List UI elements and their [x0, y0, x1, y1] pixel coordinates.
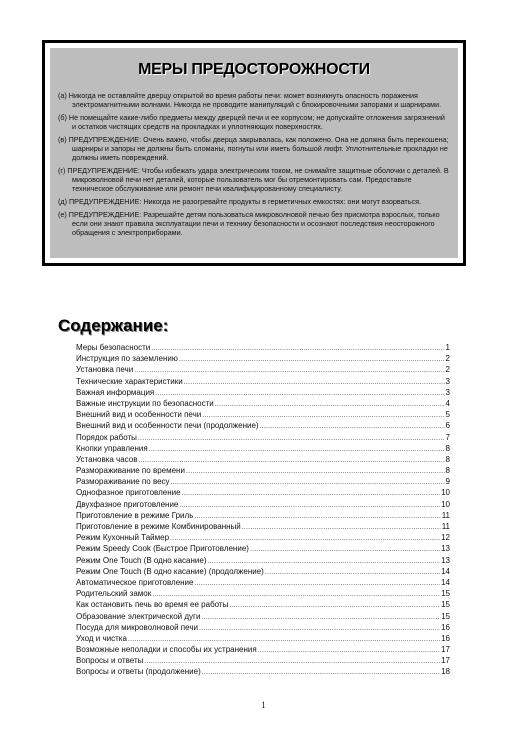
toc-entry-label: Приготовление в режиме Гриль: [76, 510, 194, 520]
toc-entry-label: Приготовление в режиме Комбинированный: [76, 522, 241, 531]
toc-entry-page: 11: [441, 522, 450, 531]
toc-entry: [76, 555, 450, 566]
toc-leader-dots: [242, 522, 441, 533]
toc-entry-page: 18: [441, 667, 450, 677]
toc-leader-dots: [171, 477, 445, 488]
toc-leader-dots: [265, 567, 440, 578]
toc-entry: [76, 443, 450, 454]
safety-item-v: (в) ПРЕДУПРЕЖДЕНИЕ: Очень важно, чтобы дверца закрывалась, как положено. Она не должна быть перекошена; шарниры и запоры не должны быть сломаны, погнуты или иметь большой люфт. Уплотнительные прокладки не должны иметь повреждений.: [58, 135, 449, 162]
toc-entry: [76, 633, 450, 644]
safety-item-a: (а) Никогда не оставляйте дверцу открытой во время работы печи: может возникнуть опасность поражения электромагнитными волнами. Никогда не проводите манипуляций с блокировочными запорами и шарнирами.: [58, 91, 442, 109]
toc-leader-dots: [260, 421, 445, 432]
safety-item-e: (е) ПРЕДУПРЕЖДЕНИЕ: Разрешайте детям пользоваться микроволновой печью без присмотра взрослых, только если они знают правила эксплуатации печи и технику безопасности и осознают последствия неосторожного обращения с электроприборами.: [58, 210, 440, 237]
toc-entry-label: Установка печи: [76, 365, 134, 375]
toc-entry-page: 15: [441, 600, 450, 610]
toc-entry-page: 4: [445, 398, 450, 408]
toc-entry: [76, 353, 450, 364]
toc-entry: [76, 376, 450, 387]
toc-entry: [76, 666, 450, 677]
toc-entry: [76, 611, 450, 622]
toc-entry-page: 8: [445, 466, 450, 476]
toc-entry: [76, 566, 450, 577]
toc-entry: [76, 465, 450, 476]
toc-leader-dots: [138, 433, 445, 444]
toc-entry-label: Автоматическое приготовление: [76, 577, 194, 587]
toc-entry-page: 3: [445, 387, 450, 397]
toc-entry: [76, 454, 450, 465]
toc-entry-page: 7: [445, 432, 450, 442]
safety-warning-panel: [50, 48, 458, 258]
toc-entry-label: Режим One Touch (В одно касание): [76, 555, 207, 565]
toc-entry-page: 10: [441, 488, 450, 498]
toc-entry-page: 1: [445, 343, 450, 352]
toc-entry-label: Инструкция по заземлению: [76, 354, 178, 364]
toc-entry-page: 15: [441, 611, 450, 621]
toc-entry-page: 2: [445, 354, 450, 364]
toc-entry-page: 16: [441, 622, 450, 632]
toc-entry-page: 12: [441, 533, 450, 543]
safety-title: МЕРЫ ПРЕДОСТОРОЖНОСТИ: [138, 61, 370, 78]
toc-entry-page: 10: [441, 499, 450, 509]
toc-entry: [76, 543, 450, 554]
toc-entry: [76, 521, 450, 532]
toc-entry-label: Меры безопасности: [76, 343, 151, 352]
toc-entry: [76, 487, 450, 498]
toc-entry-label: Размораживание по времени: [76, 466, 185, 476]
toc-entry-label: Внешний вид и особенности печи: [76, 410, 202, 420]
toc-entry-label: Технические характеристики: [76, 376, 183, 386]
toc-entry-label: Режим One Touch (В одно касание) (продолжение): [76, 566, 264, 576]
toc-entry: [76, 420, 450, 431]
toc-entry-label: Образование электрической дуги: [76, 611, 201, 621]
toc-entry: [76, 432, 450, 443]
toc-entry-page: 17: [441, 656, 450, 666]
toc-leader-dots: [229, 600, 440, 611]
toc-entry-page: 16: [441, 633, 450, 643]
toc-leader-dots: [202, 667, 440, 678]
table-of-contents: [76, 342, 450, 678]
toc-entry-label: Уход и чистка: [76, 633, 127, 643]
toc-leader-dots: [182, 488, 441, 499]
toc-leader-dots: [179, 500, 440, 511]
safety-item-g: (г) ПРЕДУПРЕЖДЕНИЕ: Чтобы избежать удара электрическим током, не снимайте защитные оболочки с деталей. В микроволновой печи нет деталей, которые пользователь мог бы отремонтировать сам. Предоставьте техническое обслуживание или ремонт печи квалифицированному специалисту.: [58, 166, 449, 193]
toc-entry-label: Размораживание по весу: [76, 477, 170, 487]
toc-entry-label: Посуда для микроволновой печи: [76, 622, 198, 632]
toc-entry-label: Возможные неполадки и способы их устранения: [76, 645, 257, 655]
toc-leader-dots: [199, 623, 440, 634]
toc-entry-label: Внешний вид и особенности печи (продолжение): [76, 421, 259, 431]
toc-entry-label: Важная информация: [76, 387, 155, 397]
toc-leader-dots: [179, 354, 445, 365]
toc-leader-dots: [250, 544, 440, 555]
toc-entry-label: Как остановить печь во время ее работы: [76, 600, 229, 610]
toc-entry: [76, 599, 450, 610]
toc-entry-page: 14: [441, 566, 450, 576]
toc-entry-label: Порядок работы: [76, 432, 137, 442]
safety-warning-box: [42, 40, 466, 266]
toc-leader-dots: [201, 612, 440, 623]
toc-leader-dots: [151, 343, 444, 354]
toc-entry: [76, 588, 450, 599]
toc-entry-label: Режим Кухонный Таймер: [76, 533, 170, 543]
toc-entry-page: 6: [445, 421, 450, 431]
toc-entry-page: 13: [441, 544, 450, 554]
toc-entry: [76, 510, 450, 521]
toc-entry-page: 11: [441, 510, 450, 520]
toc-entry-label: Родительский замок: [76, 589, 152, 599]
toc-entry: [76, 532, 450, 543]
toc-entry-page: 13: [441, 555, 450, 565]
toc-leader-dots: [215, 399, 445, 410]
toc-entry: [76, 409, 450, 420]
toc-entry-page: 15: [441, 589, 450, 599]
toc-entry: [76, 342, 450, 353]
toc-entry-label: Важные инструкции по безопасности: [76, 398, 214, 408]
toc-entry-page: 8: [445, 454, 450, 464]
toc-entry-label: Вопросы и ответы (продолжение): [76, 667, 201, 677]
toc-entry: [76, 655, 450, 666]
toc-entry-page: 17: [441, 645, 450, 655]
toc-entry-page: 9: [445, 477, 450, 487]
toc-entry: [76, 499, 450, 510]
toc-entry: [76, 577, 450, 588]
toc-entry: [76, 476, 450, 487]
toc-entry: [76, 398, 450, 409]
toc-entry-label: Вопросы и ответы: [76, 656, 144, 666]
toc-entry-label: Однофазное приготовление: [76, 488, 181, 498]
toc-entry-page: 2: [445, 365, 450, 375]
toc-entry-page: 14: [441, 577, 450, 587]
toc-entry: [76, 644, 450, 655]
toc-entry-label: Установка часов: [76, 454, 138, 464]
toc-entry: [76, 387, 450, 398]
toc-entry-page: 3: [445, 376, 450, 386]
toc-leader-dots: [149, 444, 445, 455]
toc-leader-dots: [258, 645, 440, 656]
toc-leader-dots: [194, 578, 440, 589]
toc-leader-dots: [184, 377, 445, 388]
toc-entry: [76, 622, 450, 633]
toc-entry: [76, 364, 450, 375]
safety-item-d: (д) ПРЕДУПРЕЖДЕНИЕ: Никогда не разогревайте продукты в герметичных емкостях: они могут взорваться.: [58, 197, 421, 206]
toc-entry-label: Режим Speedy Cook (Быстрое Приготовление): [76, 544, 249, 554]
toc-entry-page: 8: [445, 443, 450, 453]
toc-entry-label: Двухфазное приготовление: [76, 499, 179, 509]
toc-leader-dots: [186, 466, 445, 477]
toc-entry-page: 5: [445, 410, 450, 420]
toc-entry-label: Кнопки управления: [76, 443, 148, 453]
safety-item-b: (б) Не помещайте какие-либо предметы между дверцей печи и ее корпусом; не допускайте отложения загрязнений и остатков чистящих средств на прокладках и уплотняющих поверхностях.: [58, 113, 445, 131]
page-number: 1: [261, 700, 266, 710]
contents-title: Содержание:: [58, 316, 169, 335]
